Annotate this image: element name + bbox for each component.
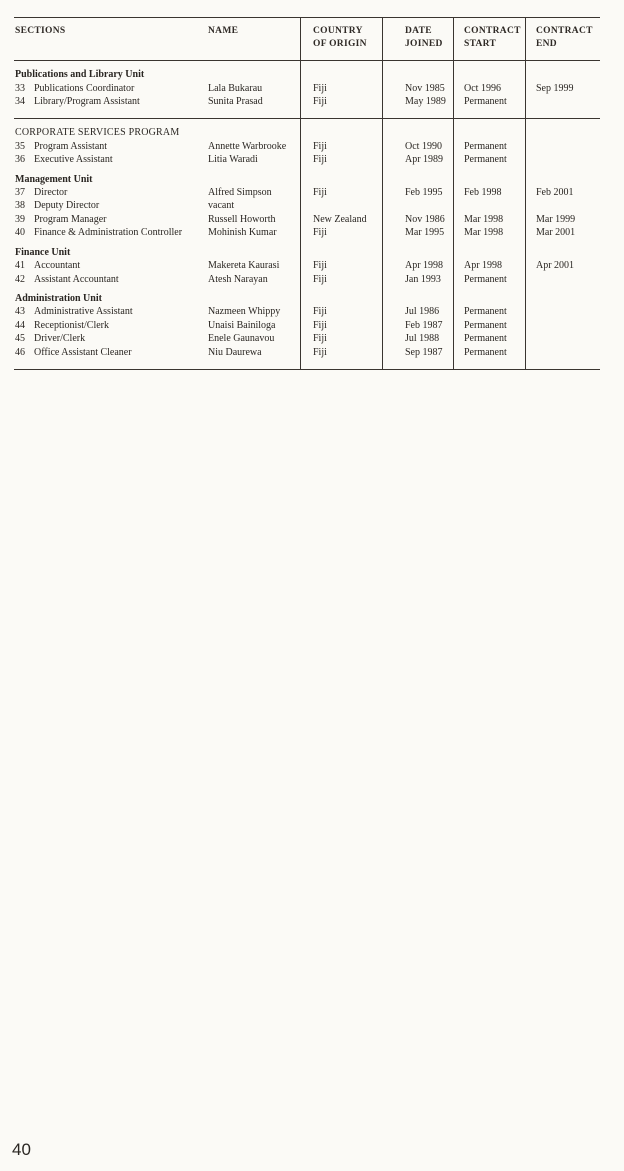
contract-start: Feb 1998 xyxy=(464,187,502,199)
section-group xyxy=(14,61,600,108)
row-number: 35 xyxy=(15,140,25,152)
page-number: 40 xyxy=(12,1140,31,1159)
date-joined: Apr 1998 xyxy=(405,260,444,272)
table-row xyxy=(14,199,600,212)
country-of-origin: Fiji xyxy=(313,154,327,166)
staff-name: Lala Bukarau xyxy=(208,82,263,94)
staff-name: Atesh Narayan xyxy=(208,273,268,285)
country-of-origin: Fiji xyxy=(313,187,327,199)
position-title: Program Manager xyxy=(34,213,107,225)
date-joined: Apr 1989 xyxy=(405,154,444,166)
position-title: Executive Assistant xyxy=(34,154,113,166)
section-group xyxy=(14,119,600,359)
date-joined: Jul 1986 xyxy=(405,306,440,318)
table-row xyxy=(14,305,600,318)
contract-start: Permanent xyxy=(464,95,507,107)
contract-start: Permanent xyxy=(464,319,507,331)
unit-title: Administration Unit xyxy=(15,292,102,304)
position-title: Accountant xyxy=(34,260,81,272)
contract-start: Permanent xyxy=(464,306,507,318)
unit-title: Finance Unit xyxy=(15,246,71,258)
contract-start: Permanent xyxy=(464,154,507,166)
position-title: Finance & Administration Controller xyxy=(34,227,183,239)
row-number: 38 xyxy=(15,200,25,212)
contract-start: Permanent xyxy=(464,140,507,152)
country-of-origin: Fiji xyxy=(313,260,327,272)
position-title: Publications Coordinator xyxy=(34,82,135,94)
staff-name: Annette Warbrooke xyxy=(208,140,287,152)
table-row xyxy=(14,213,600,226)
date-joined: Feb 1987 xyxy=(405,319,443,331)
position-title: Driver/Clerk xyxy=(34,333,86,345)
staff-name: Mohinish Kumar xyxy=(208,227,277,239)
header-name: NAME xyxy=(208,26,239,36)
table-row xyxy=(14,259,600,272)
table-row xyxy=(14,153,600,166)
position-title: Administrative Assistant xyxy=(34,306,133,318)
table-row xyxy=(14,95,600,108)
row-number: 39 xyxy=(15,213,25,225)
staff-name: Russell Howorth xyxy=(208,213,276,225)
row-number: 40 xyxy=(15,227,25,239)
position-title: Deputy Director xyxy=(34,200,100,212)
date-joined: Jan 1993 xyxy=(405,273,441,285)
contract-end: Apr 2001 xyxy=(536,260,575,272)
table-body xyxy=(14,61,600,369)
contract-start: Mar 1998 xyxy=(464,213,504,225)
country-of-origin: Fiji xyxy=(313,319,327,331)
row-number: 41 xyxy=(15,260,25,272)
table-row xyxy=(14,332,600,345)
unit-title: Management Unit xyxy=(15,173,93,185)
country-of-origin: Fiji xyxy=(313,273,327,285)
date-joined: Feb 1995 xyxy=(405,187,443,199)
country-of-origin: Fiji xyxy=(313,333,327,345)
staff-name: Nazmeen Whippy xyxy=(208,306,281,318)
row-number: 42 xyxy=(15,273,25,285)
contract-end: Mar 1999 xyxy=(536,213,576,225)
contract-start: Mar 1998 xyxy=(464,227,504,239)
date-joined: Sep 1987 xyxy=(405,346,443,358)
position-title: Assistant Accountant xyxy=(34,273,119,285)
staff-name: Litia Waradi xyxy=(208,154,258,166)
row-number: 37 xyxy=(15,187,25,199)
contract-start: Permanent xyxy=(464,333,507,345)
row-number: 33 xyxy=(15,82,25,94)
header-contract-start: CONTRACT START xyxy=(464,26,521,49)
position-title: Library/Program Assistant xyxy=(34,95,140,107)
row-number: 34 xyxy=(15,95,25,107)
header-country: COUNTRY OF ORIGIN xyxy=(313,26,367,49)
staff-table xyxy=(14,17,600,370)
table-row xyxy=(14,140,600,153)
table-row xyxy=(14,186,600,199)
table-row xyxy=(14,346,600,359)
staff-name: vacant xyxy=(208,200,235,212)
country-of-origin: Fiji xyxy=(313,95,327,107)
date-joined: Oct 1990 xyxy=(405,140,442,152)
table-row xyxy=(14,273,600,286)
staff-name: Makereta Kaurasi xyxy=(208,260,280,272)
table-row xyxy=(14,319,600,332)
position-title: Receptionist/Clerk xyxy=(34,319,109,331)
staff-name: Enele Gaunavou xyxy=(208,333,275,345)
contract-start: Oct 1996 xyxy=(464,82,501,94)
country-of-origin: Fiji xyxy=(313,227,327,239)
position-title: Program Assistant xyxy=(34,140,108,152)
table-row xyxy=(14,82,600,95)
table-row xyxy=(14,226,600,239)
row-number: 36 xyxy=(15,154,25,166)
contract-start: Permanent xyxy=(464,346,507,358)
contract-start: Apr 1998 xyxy=(464,260,503,272)
contract-start: Permanent xyxy=(464,273,507,285)
date-joined: Nov 1986 xyxy=(405,213,445,225)
date-joined: Jul 1988 xyxy=(405,333,440,345)
row-number: 45 xyxy=(15,333,25,345)
date-joined: May 1989 xyxy=(405,95,446,107)
header-sections: SECTIONS xyxy=(15,26,66,36)
table-header xyxy=(14,18,600,61)
country-of-origin: Fiji xyxy=(313,306,327,318)
contract-end: Sep 1999 xyxy=(536,82,574,94)
date-joined: Nov 1985 xyxy=(405,82,445,94)
program-title: CORPORATE SERVICES PROGRAM xyxy=(15,127,180,139)
date-joined: Mar 1995 xyxy=(405,227,445,239)
header-contract-end: CONTRACT END xyxy=(536,26,593,49)
position-title: Office Assistant Cleaner xyxy=(34,346,132,358)
staff-name: Alfred Simpson xyxy=(208,187,272,199)
unit-title: Publications and Library Unit xyxy=(15,69,145,80)
staff-name: Unaisi Bainiloga xyxy=(208,319,276,331)
staff-name: Sunita Prasad xyxy=(208,95,263,107)
row-number: 44 xyxy=(15,319,25,331)
contract-end: Feb 2001 xyxy=(536,187,574,199)
staff-name: Niu Daurewa xyxy=(208,346,262,358)
country-of-origin: Fiji xyxy=(313,346,327,358)
header-date-joined: DATE JOINED xyxy=(405,26,443,49)
country-of-origin: Fiji xyxy=(313,140,327,152)
row-number: 43 xyxy=(15,306,25,318)
row-number: 46 xyxy=(15,346,25,358)
contract-end: Mar 2001 xyxy=(536,227,576,239)
country-of-origin: New Zealand xyxy=(313,213,367,225)
position-title: Director xyxy=(34,187,68,199)
country-of-origin: Fiji xyxy=(313,82,327,94)
